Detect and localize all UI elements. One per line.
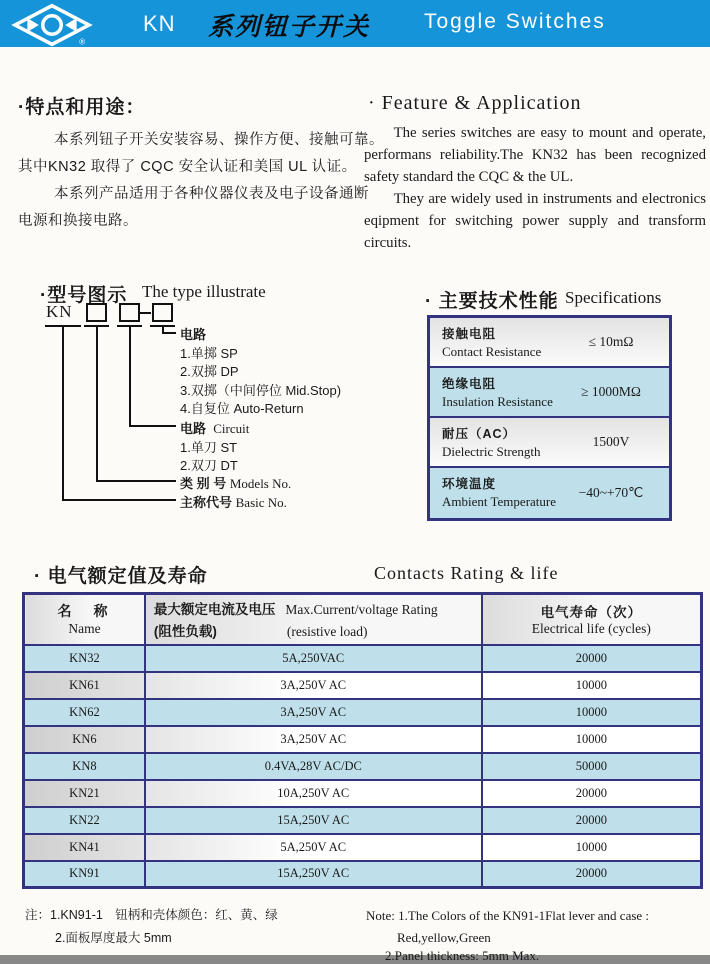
throw-title-cn: 电路 <box>180 327 207 342</box>
cell-life: 20000 <box>482 861 702 888</box>
header-rating-cn: 最大额定电流及电压 <box>153 602 276 618</box>
table-row <box>24 672 702 699</box>
spec-label-en: Ambient Temperature <box>442 494 557 509</box>
table-row <box>24 780 702 807</box>
header-name-cn: 名 称 <box>57 603 112 620</box>
cell-rating: 5A,250V AC <box>145 834 482 861</box>
diagram-box-models <box>86 303 107 322</box>
diagram-prefix: KN <box>46 302 73 321</box>
cell-name: KN21 <box>24 780 145 807</box>
cell-rating: 3A,250V AC <box>145 699 482 726</box>
header-name-en: Name <box>68 621 101 637</box>
spec-value: ≥ 1000MΩ <box>581 384 641 399</box>
header-rating-en: Max.Current/voltage Rating <box>285 602 438 618</box>
circuit-title-en: Circuit <box>213 421 250 436</box>
diagram-label-throw-item: 2.双掷 DP <box>180 364 239 379</box>
diagram-label-circuit-item: 1.单刀 ST <box>180 440 238 455</box>
diagram-label-models <box>180 473 291 492</box>
note-cn-line1: 注：1.KN91-1 钮柄和壳体颜色：红、黄、绿 <box>25 908 278 922</box>
models-label-en: Models No. <box>229 476 292 491</box>
cell-life: 50000 <box>482 753 702 780</box>
diagram-lead-throw <box>162 332 176 334</box>
header-model-code: KN <box>143 11 176 36</box>
spec-value: 1500V <box>592 434 630 449</box>
header-rating-cn2: (阻性负载) <box>153 624 217 640</box>
note-cn-line2: 2.面板厚度最大 5mm <box>55 931 172 945</box>
diagram-box-throw <box>152 303 173 322</box>
diagram-vline-basic <box>62 325 64 501</box>
diagram-title-en: The type illustrate <box>142 282 266 301</box>
spec-value: ≤ 10mΩ <box>588 334 634 349</box>
table-row <box>24 834 702 861</box>
cell-life: 20000 <box>482 645 702 672</box>
cell-life: 10000 <box>482 699 702 726</box>
diagram-lead-basic <box>62 499 176 501</box>
features-cn-line: 本系列钮子开关安装容易、操作方便、接触可靠。 <box>54 132 384 148</box>
spec-title-en: Specifications <box>565 288 662 307</box>
diagram-lead-circuit <box>129 425 176 427</box>
contacts-header-row <box>24 594 702 645</box>
table-row <box>24 861 702 888</box>
cell-life: 20000 <box>482 807 702 834</box>
cell-rating: 15A,250V AC <box>145 807 482 834</box>
table-row <box>24 807 702 834</box>
diagram-label-circuit-item: 2.双刀 DT <box>180 458 238 473</box>
features-cn-line: 电源和换接电路。 <box>18 213 138 229</box>
spec-label-cn: 接触电阻 <box>442 327 497 341</box>
models-label-cn: 类 别 号 <box>180 476 227 491</box>
header-rating-en2: (resistive load) <box>286 624 368 640</box>
cell-rating: 3A,250V AC <box>145 726 482 753</box>
contacts-title-en: Contacts Rating & life <box>374 563 559 583</box>
diagram-label-throw-item: 4.自复位 Auto-Return <box>180 401 304 416</box>
table-row <box>24 726 702 753</box>
features-en-paragraph: The series switches are easy to mount and operate, performans reliability.The KN32 has been recognized safety standard the CQC & the UL. <box>364 125 706 185</box>
features-title-en: · Feature & Application <box>368 92 582 114</box>
basic-label-en: Basic No. <box>235 495 287 510</box>
features-cn-line: 本系列产品适用于各种仪器仪表及电子设备通断 <box>54 186 369 202</box>
header-life-cn: 电气寿命（次） <box>540 605 643 621</box>
note-en-line2: Red,yellow,Green <box>397 930 491 945</box>
brand-logo-icon <box>8 3 96 47</box>
contacts-header-name <box>24 594 145 645</box>
header-bar <box>0 0 710 47</box>
spec-label-cn: 绝缘电阻 <box>442 377 497 391</box>
table-row <box>24 699 702 726</box>
diagram-vline-models <box>96 325 98 482</box>
features-en-paragraph: They are widely used in instruments and electronics eqipment for switching power supply and transform circuits. <box>364 191 706 251</box>
header-life-en: Electrical life (cycles) <box>531 621 651 637</box>
diagram-label-throw-item: 1.单掷 SP <box>180 346 238 361</box>
cell-name: KN61 <box>24 672 145 699</box>
cell-name: KN32 <box>24 645 145 672</box>
cell-name: KN22 <box>24 807 145 834</box>
contacts-table <box>22 592 703 889</box>
spec-label-en: Dielectric Strength <box>442 444 541 459</box>
spec-label-cn: 环境温度 <box>442 477 497 491</box>
spec-value: −40~+70℃ <box>578 485 644 500</box>
features-cn-line: 其中KN32 取得了 CQC 安全认证和美国 UL 认证。 <box>18 159 357 175</box>
type-illustrate-diagram <box>40 282 375 527</box>
spec-row-contact-resistance <box>430 318 669 368</box>
cell-life: 20000 <box>482 780 702 807</box>
cell-rating: 15A,250V AC <box>145 861 482 888</box>
diagram-label-circuit-title <box>180 418 249 437</box>
diagram-lead-models <box>96 480 176 482</box>
features-title-cn: ·特点和用途： <box>18 97 146 118</box>
spec-label-cn: 耐压（AC） <box>442 427 517 441</box>
diagram-box-circuit <box>119 303 140 322</box>
contacts-header-life <box>482 594 702 645</box>
spec-title-cn: · 主要技术性能 <box>425 291 559 312</box>
diagram-title-cn: ·型号图示 <box>40 285 128 306</box>
diagram-dash <box>140 312 151 314</box>
cell-name: KN91 <box>24 861 145 888</box>
header-series-title-en: Toggle Switches <box>424 10 606 33</box>
cell-name: KN41 <box>24 834 145 861</box>
spec-row-dielectric-strength <box>430 418 669 468</box>
spec-row-insulation-resistance <box>430 368 669 418</box>
spec-label-en: Contact Resistance <box>442 344 542 359</box>
cell-name: KN8 <box>24 753 145 780</box>
note-en-line1: Note: 1.The Colors of the KN91-1Flat lever and case : <box>366 908 650 923</box>
spec-table <box>427 315 672 521</box>
cell-life: 10000 <box>482 834 702 861</box>
cell-rating: 3A,250V AC <box>145 672 482 699</box>
cell-rating: 5A,250VAC <box>145 645 482 672</box>
svg-text:®: ® <box>79 37 86 47</box>
header-series-title-cn: 系列钮子开关 <box>208 13 371 41</box>
spec-label-en: Insulation Resistance <box>442 394 553 409</box>
diagram-label-basic <box>180 492 287 511</box>
cell-life: 10000 <box>482 726 702 753</box>
diagram-label-throw-item: 3.双掷（中间停位 Mid.Stop) <box>180 383 342 398</box>
spec-row-ambient-temperature <box>430 468 669 518</box>
cell-life: 10000 <box>482 672 702 699</box>
diagram-label-throw-title <box>180 324 206 343</box>
cell-name: KN6 <box>24 726 145 753</box>
circuit-title-cn: 电路 <box>180 421 207 436</box>
table-row <box>24 645 702 672</box>
contacts-header-rating <box>145 594 482 645</box>
cell-name: KN62 <box>24 699 145 726</box>
cell-rating: 0.4VA,28V AC/DC <box>145 753 482 780</box>
diagram-vline-circuit <box>129 325 131 427</box>
contacts-title-cn: · 电气额定值及寿命 <box>34 566 208 587</box>
basic-label-cn: 主称代号 <box>180 495 233 510</box>
note-en-line3: 2.Panel thickness: 5mm Max. <box>385 948 540 963</box>
cell-rating: 10A,250V AC <box>145 780 482 807</box>
table-row <box>24 753 702 780</box>
